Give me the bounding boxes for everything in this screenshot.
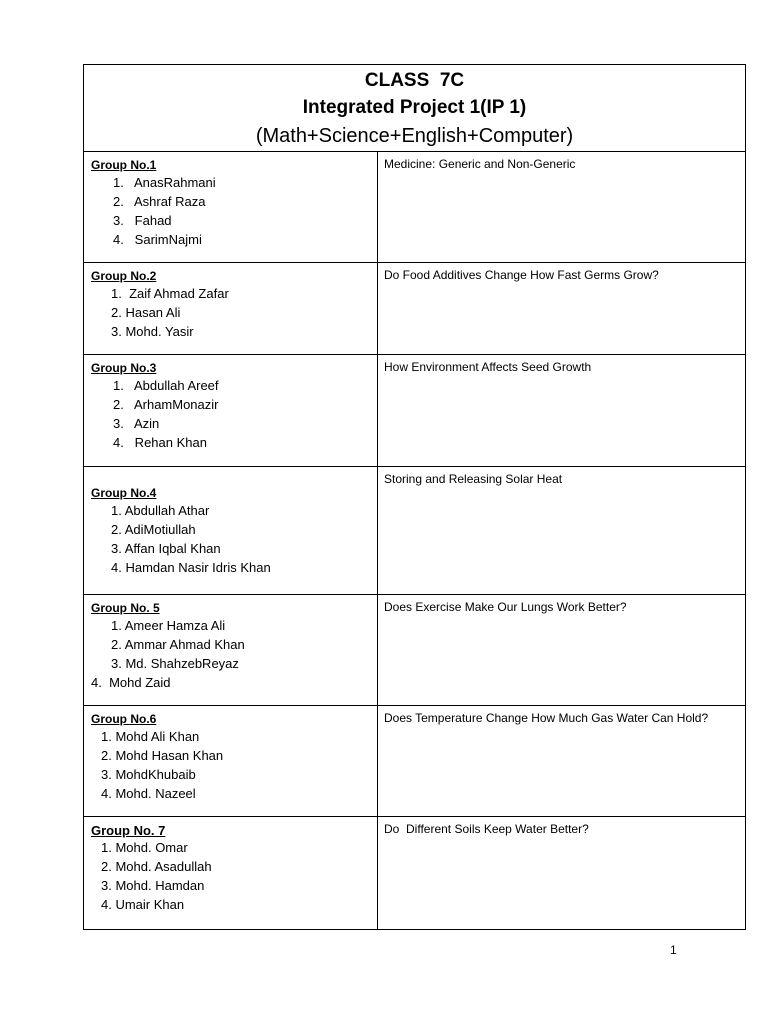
topic-cell: Does Temperature Change How Much Gas Water Can Hold? [378,706,746,817]
list-item: 3. Md. ShahzebReyaz [111,656,239,671]
list-item: 2. AdiMotiullah [111,522,196,537]
list-item: 2. Hasan Ali [111,305,181,320]
list-item: 4. SarimNajmi [113,232,202,247]
group-cell [84,817,378,930]
list-item: 4. Hamdan Nasir Idris Khan [111,560,271,575]
group-title: Group No.2 [91,269,157,283]
group-cell [84,467,378,595]
group-title: Group No.6 [91,712,157,726]
topic-cell: Does Exercise Make Our Lungs Work Better? [378,595,746,706]
list-item: 2. Mohd. Asadullah [101,859,212,874]
list-item: 3. Affan Iqbal Khan [111,541,221,556]
topic-cell: How Environment Affects Seed Growth [378,355,746,467]
table-row [84,595,746,706]
table-row [84,263,746,355]
group-cell [84,355,378,467]
group-cell [84,595,378,706]
list-item: 2. Mohd Hasan Khan [101,748,224,763]
list-item: 1. Abdullah Areef [113,378,219,393]
group-title: Group No.4 [91,486,157,500]
list-item: 4. Mohd Zaid [91,675,171,690]
topic-cell: Do Food Additives Change How Fast Germs Grow? [378,263,746,355]
list-item: 1. Mohd Ali Khan [101,729,200,744]
table-row [84,706,746,817]
list-item: 1. AnasRahmani [113,175,216,190]
group-title: Group No.1 [91,158,157,172]
subjects-line: (Math+Science+English+Computer) [255,125,574,147]
list-item: 3. Azin [113,416,160,431]
table-row [84,355,746,467]
list-item: 2. Ashraf Raza [113,194,206,209]
group-cell [84,263,378,355]
group-title: Group No. 5 [91,601,160,615]
list-item: 2. Ammar Ahmad Khan [111,637,245,652]
topic-cell: Do Different Soils Keep Water Better? [378,817,746,930]
table-header-row [84,65,746,152]
class-title: CLASS 7C [364,70,465,91]
list-item: 4. Umair Khan [101,897,185,912]
table-row [84,152,746,263]
list-item: 3. Mohd. Hamdan [101,878,205,893]
table-header [84,65,746,152]
list-item: 1. Abdullah Athar [111,503,210,518]
list-item: 3. MohdKhubaib [101,767,196,782]
topic-cell: Medicine: Generic and Non-Generic [378,152,746,263]
list-item: 1. Mohd. Omar [101,840,188,855]
list-item: 3. Fahad [113,213,172,228]
list-item: 2. ArhamMonazir [113,397,219,412]
table-row [84,817,746,930]
list-item: 3. Mohd. Yasir [111,324,194,339]
project-groups-table [83,64,746,930]
group-cell [84,706,378,817]
list-item: 1. Ameer Hamza Ali [111,618,226,633]
page-number: 1 [670,943,677,957]
list-item: 1. Zaif Ahmad Zafar [111,286,229,301]
group-cell [84,152,378,263]
topic-cell: Storing and Releasing Solar Heat [378,467,746,595]
list-item: 4. Mohd. Nazeel [101,786,196,801]
table-row [84,467,746,595]
group-title: Group No. 7 [91,823,166,838]
project-title: Integrated Project 1(IP 1) [302,97,527,118]
group-title: Group No.3 [91,361,157,375]
list-item: 4. Rehan Khan [113,435,207,450]
